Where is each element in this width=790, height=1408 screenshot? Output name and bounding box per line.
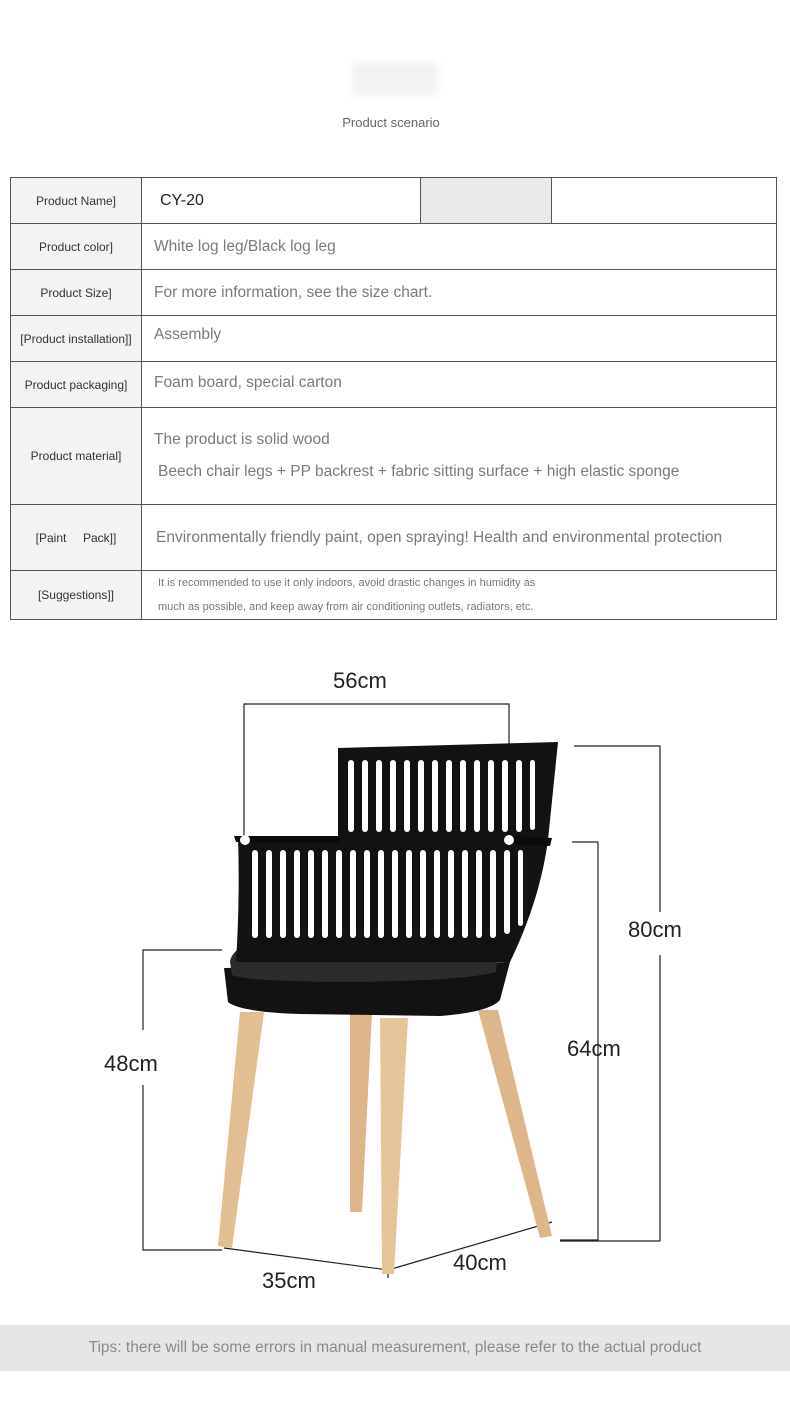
table-row — [11, 178, 777, 224]
table-row — [11, 224, 777, 270]
tips-banner: Tips: there will be some errors in manual measurement, please refer to the actual product — [0, 1325, 790, 1371]
row-value: For more information, see the size chart. — [142, 270, 777, 316]
measure-dot-right — [504, 835, 514, 845]
table-row — [11, 316, 777, 362]
chair-diagram — [0, 650, 790, 1310]
row-label: [Paint Pack]] — [11, 505, 142, 571]
seat-height-label: 48cm — [104, 1051, 158, 1076]
table-row — [11, 408, 777, 505]
blurred-logo — [352, 62, 438, 96]
blurred-cell — [421, 178, 552, 224]
row-label: Product material] — [11, 408, 142, 505]
section-title: Product scenario — [342, 115, 440, 130]
row-label: Product packaging] — [11, 362, 142, 408]
row-label: [Product installation]] — [11, 316, 142, 362]
table-row — [11, 571, 777, 620]
table-row — [11, 270, 777, 316]
measure-dot-left — [240, 835, 250, 845]
material-line-1: The product is solid wood — [154, 431, 330, 448]
empty-cell — [552, 178, 777, 224]
arm-height-label: 64cm — [567, 1036, 621, 1061]
row-value: Assembly — [142, 316, 777, 362]
row-value: White log leg/Black log leg — [142, 224, 777, 270]
depth-left-label: 35cm — [262, 1268, 316, 1293]
table-row — [11, 505, 777, 571]
row-value: Foam board, special carton — [142, 362, 777, 408]
suggestion-line-2: much as possible, and keep away from air conditioning outlets, radiators, etc. — [158, 601, 534, 613]
row-label: [Suggestions]] — [11, 571, 142, 620]
suggestion-line-1: It is recommended to use it only indoors, avoid drastic changes in humidity as — [158, 577, 536, 589]
height-label: 80cm — [628, 917, 682, 942]
row-value — [142, 571, 777, 620]
row-value: Environmentally friendly paint, open spraying! Health and environmental protection — [142, 505, 777, 571]
row-label: Product Size] — [11, 270, 142, 316]
chair-legs — [218, 1010, 552, 1274]
depth-right-label: 40cm — [453, 1250, 507, 1275]
table-row — [11, 362, 777, 408]
row-label: Product Name] — [11, 178, 142, 224]
row-label: Product color] — [11, 224, 142, 270]
row-value — [142, 408, 777, 505]
material-line-2: Beech chair legs + PP backrest + fabric sitting surface + high elastic sponge — [158, 463, 680, 480]
width-label: 56cm — [333, 668, 387, 693]
spec-table — [10, 177, 777, 620]
row-value: CY-20 — [142, 178, 421, 224]
